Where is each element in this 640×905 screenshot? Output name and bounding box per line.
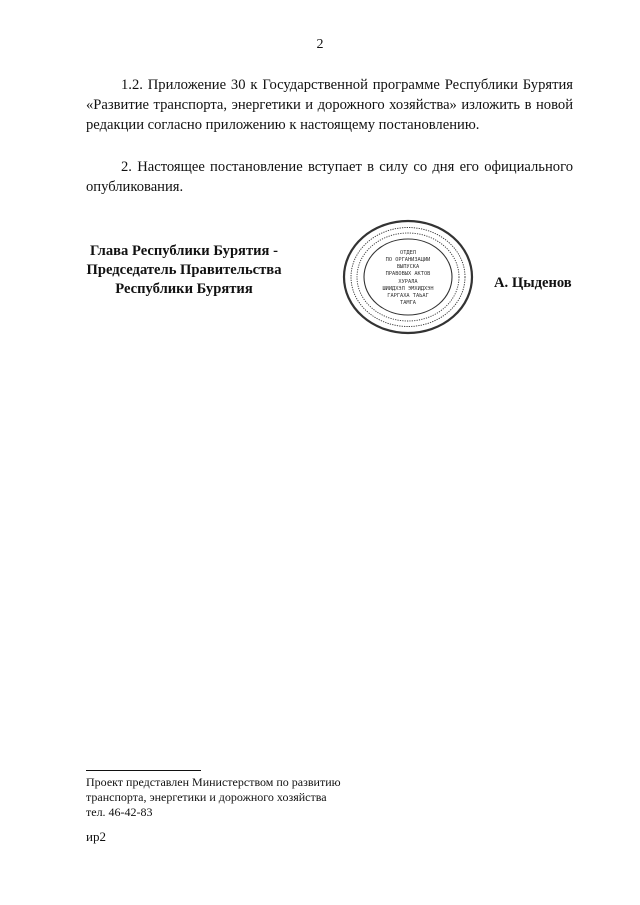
seal-text-line: ХУРАЛА: [398, 279, 418, 285]
footnote-line: Проект представлен Министерством по развитию: [86, 775, 341, 789]
footnote-line: транспорта, энергетики и дорожного хозяйства: [86, 790, 327, 804]
seal-text-line: ШИИДХЭЛ ЭМХИДХЭН: [382, 286, 434, 292]
official-seal-stamp: [341, 218, 475, 336]
page-number: 2: [316, 37, 324, 52]
footnote: [86, 775, 341, 820]
paragraph-item-1-2: 1.2. Приложение 30 к Государственной программе Республики Бурятия «Развитие транспорта, энергетики и дорожного хозяйства» изложить в новой редакции согласно приложению к настоящему постановлению.: [86, 77, 573, 133]
seal-text-line: ТАМГА: [400, 300, 416, 306]
seal-text-line: ВЫПУСКА: [396, 264, 420, 270]
signatory-title-line: Председатель Правительства: [86, 262, 282, 278]
paragraph-item-2: 2. Настоящее постановление вступает в силу со дня его официального опубликования.: [86, 159, 573, 195]
document-code: ир2: [86, 829, 106, 844]
signatory-title: [66, 242, 302, 299]
signatory-title-line: Глава Республики Бурятия -: [90, 243, 278, 259]
footnote-line: тел. 46-42-83: [86, 805, 153, 819]
seal-text-line: ПРАВОВЫХ АКТОВ: [385, 271, 431, 277]
signer-name: А. Цыденов: [494, 275, 572, 291]
seal-text-line: ГАРГАХА ТАЬАГ: [387, 293, 429, 299]
seal-text-line: ПО ОРГАНИЗАЦИИ: [385, 257, 431, 263]
signatory-title-line: Республики Бурятия: [115, 281, 253, 297]
footnote-divider: [86, 770, 201, 771]
seal-text-line: ОТДЕЛ: [400, 250, 416, 256]
